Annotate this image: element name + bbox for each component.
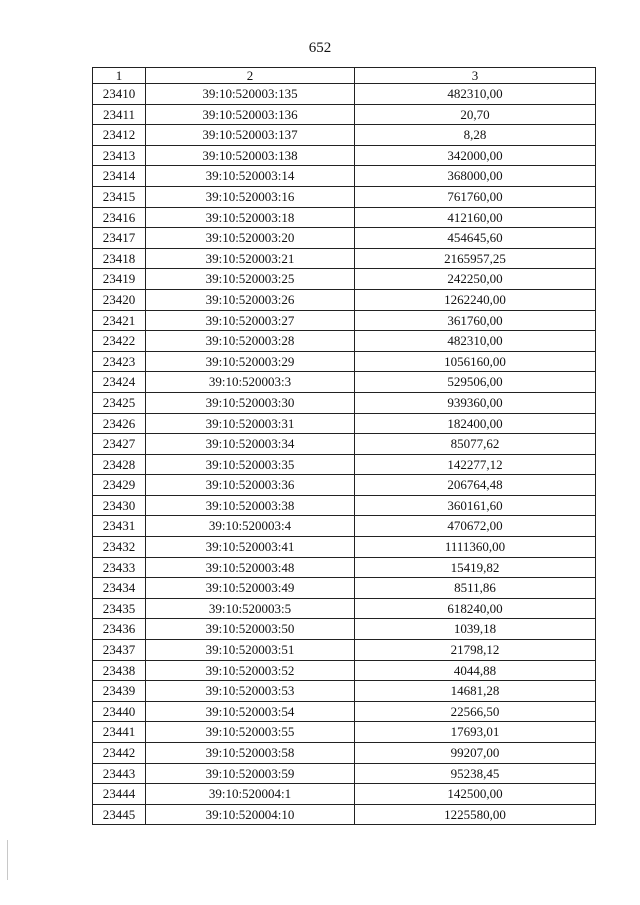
table-row — [93, 269, 596, 290]
page-number: 652 — [308, 40, 332, 56]
cadastral-number-cell: 39:10:520003:55 — [146, 722, 355, 743]
cadastral-number-cell: 39:10:520003:54 — [146, 701, 355, 722]
table-row — [93, 331, 596, 352]
row-number-cell: 23425 — [93, 392, 146, 413]
value-cell: 15419,82 — [355, 557, 596, 578]
table-row — [93, 434, 596, 455]
cadastral-number-cell: 39:10:520003:48 — [146, 557, 355, 578]
row-number-cell: 23427 — [93, 434, 146, 455]
value-cell: 17693,01 — [355, 722, 596, 743]
table-row — [93, 186, 596, 207]
cadastral-number-cell: 39:10:520004:10 — [146, 804, 355, 825]
column-header-1: 1 — [93, 68, 146, 84]
row-number-cell: 23430 — [93, 495, 146, 516]
value-cell: 360161,60 — [355, 495, 596, 516]
table-row — [93, 557, 596, 578]
table-body — [93, 84, 596, 825]
value-cell: 85077,62 — [355, 434, 596, 455]
cadastral-number-cell: 39:10:520003:137 — [146, 125, 355, 146]
row-number-cell: 23435 — [93, 598, 146, 619]
cadastral-number-cell: 39:10:520003:29 — [146, 351, 355, 372]
value-cell: 1039,18 — [355, 619, 596, 640]
row-number-cell: 23424 — [93, 372, 146, 393]
value-cell: 470672,00 — [355, 516, 596, 537]
table-row — [93, 701, 596, 722]
value-cell: 529506,00 — [355, 372, 596, 393]
cadastral-number-cell: 39:10:520003:34 — [146, 434, 355, 455]
scan-margin-mark — [7, 840, 8, 880]
row-number-cell: 23423 — [93, 351, 146, 372]
row-number-cell: 23419 — [93, 269, 146, 290]
value-cell: 14681,28 — [355, 681, 596, 702]
value-cell: 454645,60 — [355, 228, 596, 249]
table-header — [93, 68, 596, 84]
table-row — [93, 475, 596, 496]
row-number-cell: 23433 — [93, 557, 146, 578]
cadastral-number-cell: 39:10:520003:136 — [146, 104, 355, 125]
table-row — [93, 84, 596, 105]
value-cell: 8,28 — [355, 125, 596, 146]
column-header-2: 2 — [146, 68, 355, 84]
value-cell: 342000,00 — [355, 145, 596, 166]
row-number-cell: 23431 — [93, 516, 146, 537]
registry-table — [92, 67, 596, 825]
value-cell: 482310,00 — [355, 331, 596, 352]
table-row — [93, 743, 596, 764]
row-number-cell: 23432 — [93, 537, 146, 558]
cadastral-number-cell: 39:10:520004:1 — [146, 784, 355, 805]
value-cell: 99207,00 — [355, 743, 596, 764]
table-row — [93, 351, 596, 372]
value-cell: 21798,12 — [355, 640, 596, 661]
cadastral-number-cell: 39:10:520003:52 — [146, 660, 355, 681]
row-number-cell: 23445 — [93, 804, 146, 825]
cadastral-number-cell: 39:10:520003:51 — [146, 640, 355, 661]
row-number-cell: 23415 — [93, 186, 146, 207]
value-cell: 182400,00 — [355, 413, 596, 434]
value-cell: 618240,00 — [355, 598, 596, 619]
table-row — [93, 722, 596, 743]
value-cell: 1225580,00 — [355, 804, 596, 825]
table-row — [93, 392, 596, 413]
value-cell: 206764,48 — [355, 475, 596, 496]
cadastral-number-cell: 39:10:520003:20 — [146, 228, 355, 249]
value-cell: 1111360,00 — [355, 537, 596, 558]
table-row — [93, 207, 596, 228]
row-number-cell: 23434 — [93, 578, 146, 599]
cadastral-number-cell: 39:10:520003:28 — [146, 331, 355, 352]
value-cell: 412160,00 — [355, 207, 596, 228]
table-row — [93, 640, 596, 661]
row-number-cell: 23420 — [93, 289, 146, 310]
cadastral-number-cell: 39:10:520003:16 — [146, 186, 355, 207]
row-number-cell: 23440 — [93, 701, 146, 722]
value-cell: 368000,00 — [355, 166, 596, 187]
column-header-3: 3 — [355, 68, 596, 84]
header-row — [93, 68, 596, 84]
cadastral-number-cell: 39:10:520003:41 — [146, 537, 355, 558]
table-row — [93, 310, 596, 331]
row-number-cell: 23422 — [93, 331, 146, 352]
cadastral-number-cell: 39:10:520003:50 — [146, 619, 355, 640]
row-number-cell: 23412 — [93, 125, 146, 146]
table-row — [93, 516, 596, 537]
value-cell: 1056160,00 — [355, 351, 596, 372]
row-number-cell: 23413 — [93, 145, 146, 166]
table-row — [93, 145, 596, 166]
cadastral-number-cell: 39:10:520003:30 — [146, 392, 355, 413]
cadastral-number-cell: 39:10:520003:49 — [146, 578, 355, 599]
row-number-cell: 23421 — [93, 310, 146, 331]
row-number-cell: 23416 — [93, 207, 146, 228]
table-row — [93, 804, 596, 825]
value-cell: 8511,86 — [355, 578, 596, 599]
table-row — [93, 537, 596, 558]
table-row — [93, 125, 596, 146]
cadastral-number-cell: 39:10:520003:58 — [146, 743, 355, 764]
row-number-cell: 23443 — [93, 763, 146, 784]
value-cell: 242250,00 — [355, 269, 596, 290]
table-row — [93, 495, 596, 516]
row-number-cell: 23441 — [93, 722, 146, 743]
value-cell: 20,70 — [355, 104, 596, 125]
table-row — [93, 166, 596, 187]
cadastral-number-cell: 39:10:520003:53 — [146, 681, 355, 702]
value-cell: 761760,00 — [355, 186, 596, 207]
value-cell: 95238,45 — [355, 763, 596, 784]
cadastral-number-cell: 39:10:520003:21 — [146, 248, 355, 269]
table-row — [93, 248, 596, 269]
table-row — [93, 660, 596, 681]
row-number-cell: 23444 — [93, 784, 146, 805]
row-number-cell: 23414 — [93, 166, 146, 187]
row-number-cell: 23442 — [93, 743, 146, 764]
cadastral-number-cell: 39:10:520003:59 — [146, 763, 355, 784]
cadastral-number-cell: 39:10:520003:14 — [146, 166, 355, 187]
cadastral-number-cell: 39:10:520003:31 — [146, 413, 355, 434]
cadastral-number-cell: 39:10:520003:138 — [146, 145, 355, 166]
row-number-cell: 23436 — [93, 619, 146, 640]
cadastral-number-cell: 39:10:520003:3 — [146, 372, 355, 393]
table-row — [93, 228, 596, 249]
row-number-cell: 23411 — [93, 104, 146, 125]
value-cell: 482310,00 — [355, 84, 596, 105]
table-row — [93, 372, 596, 393]
cadastral-number-cell: 39:10:520003:27 — [146, 310, 355, 331]
value-cell: 22566,50 — [355, 701, 596, 722]
table-row — [93, 619, 596, 640]
row-number-cell: 23417 — [93, 228, 146, 249]
table-row — [93, 413, 596, 434]
table-row — [93, 784, 596, 805]
value-cell: 1262240,00 — [355, 289, 596, 310]
cadastral-number-cell: 39:10:520003:38 — [146, 495, 355, 516]
row-number-cell: 23410 — [93, 84, 146, 105]
row-number-cell: 23437 — [93, 640, 146, 661]
row-number-cell: 23439 — [93, 681, 146, 702]
value-cell: 4044,88 — [355, 660, 596, 681]
cadastral-number-cell: 39:10:520003:5 — [146, 598, 355, 619]
cadastral-number-cell: 39:10:520003:36 — [146, 475, 355, 496]
cadastral-number-cell: 39:10:520003:26 — [146, 289, 355, 310]
table-row — [93, 454, 596, 475]
cadastral-number-cell: 39:10:520003:18 — [146, 207, 355, 228]
cadastral-number-cell: 39:10:520003:4 — [146, 516, 355, 537]
cadastral-number-cell: 39:10:520003:25 — [146, 269, 355, 290]
table-row — [93, 681, 596, 702]
table-row — [93, 763, 596, 784]
value-cell: 361760,00 — [355, 310, 596, 331]
table-row — [93, 598, 596, 619]
table-row — [93, 104, 596, 125]
row-number-cell: 23418 — [93, 248, 146, 269]
value-cell: 142277,12 — [355, 454, 596, 475]
row-number-cell: 23429 — [93, 475, 146, 496]
value-cell: 939360,00 — [355, 392, 596, 413]
cadastral-number-cell: 39:10:520003:35 — [146, 454, 355, 475]
row-number-cell: 23426 — [93, 413, 146, 434]
cadastral-number-cell: 39:10:520003:135 — [146, 84, 355, 105]
row-number-cell: 23438 — [93, 660, 146, 681]
value-cell: 142500,00 — [355, 784, 596, 805]
table-row — [93, 289, 596, 310]
value-cell: 2165957,25 — [355, 248, 596, 269]
table-row — [93, 578, 596, 599]
row-number-cell: 23428 — [93, 454, 146, 475]
